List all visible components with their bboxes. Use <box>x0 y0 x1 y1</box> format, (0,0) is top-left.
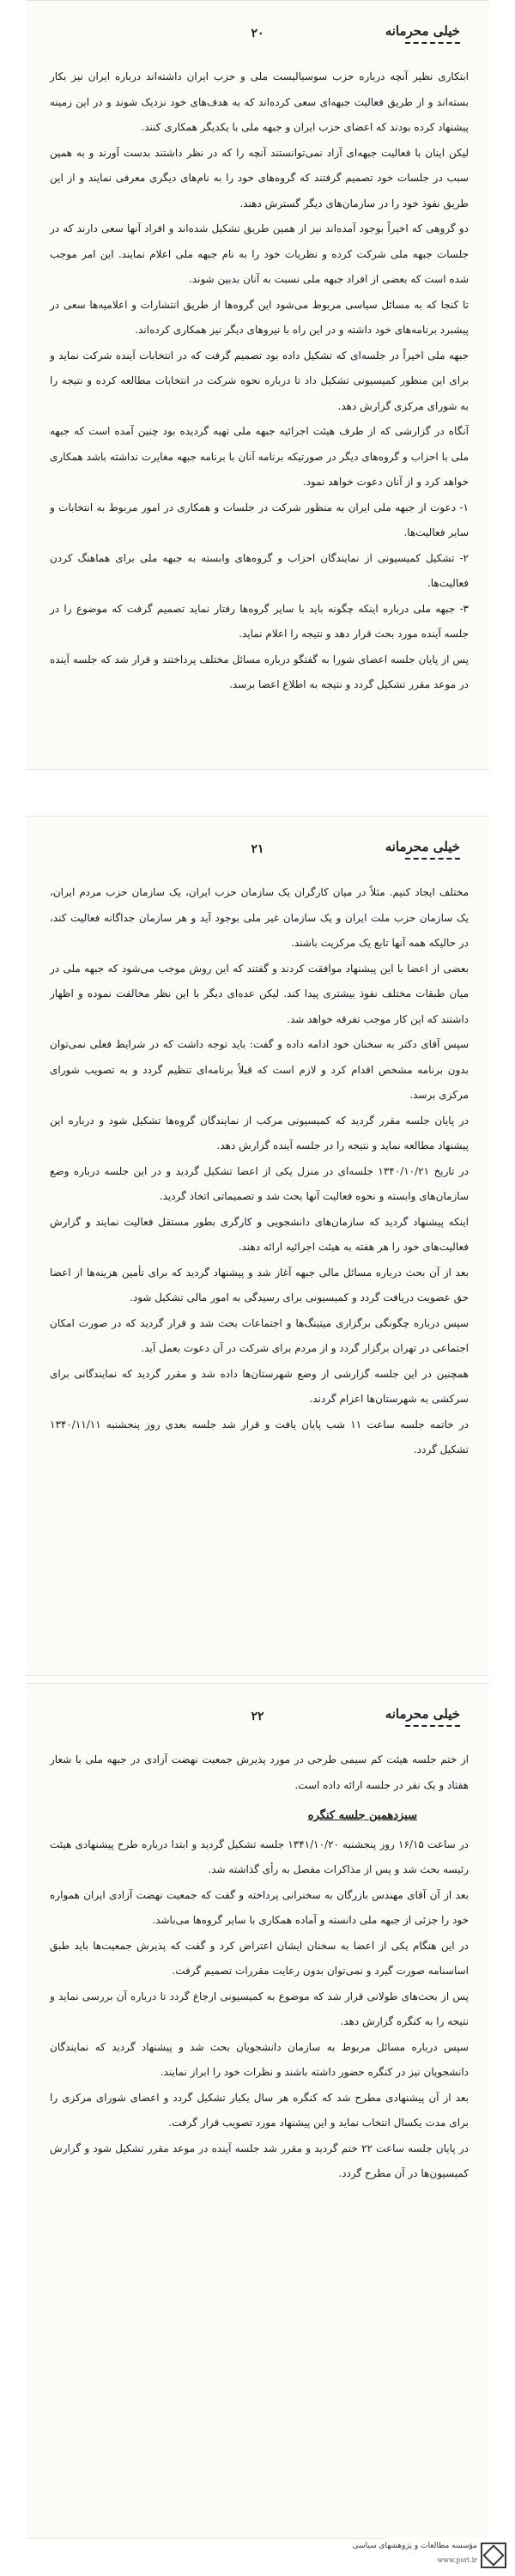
institute-logo <box>352 2537 513 2574</box>
paragraph: بعد از آن بحث درباره مسائل مالی جبهه آغاز شد و پیشنهاد گردید که برای تأمین هزینه‌ها از اعضا حق عضویت دریافت گردد و کمیسیونی برای رسیدگی به امور مالی تشکیل شود. <box>50 1266 469 1303</box>
page-body <box>50 64 469 698</box>
paragraph: سپس آقای دکتر به سخنان خود ادامه داده و گفت: باید توجه داشت که در شرایط فعلی نمی‌توان بدون برنامه مشخص اقدام کرد و لازم است که قبلاً برنامه‌ای تنظیم گردد و به تصویب شورای مرکزی برسد. <box>50 1038 469 1101</box>
paragraph: دو گروهی که اخیراً بوجود آمده‌اند نیز از همین طریق تشکیل شده‌اند و افراد آنها سعی دارند که در جلسات جبهه ملی شرکت کرده و نظریات خود را به نام جبهه ملی اعلام نمایند. این امر موجب شده است که بعضی از افراد جبهه ملی نسبت به آنان بدبین شوند. <box>50 222 469 285</box>
document-page-22 <box>26 1683 489 2539</box>
page-header <box>26 1706 489 1741</box>
paragraph: ابتکاری نظیر آنچه درباره حزب سوسیالیست ملی و حزب ایران داشته‌اند درباره ایران نیز بکار بسته‌اند و از طریق فعالیت جبهه‌ای سعی کرده‌اند که به هدف‌های خود نزدیک شوند و در این زمینه پیشنهاد کرده بودند که اعضای حزب ایران و جبهه ملی با یکدیگر همکاری کنند. <box>50 70 469 133</box>
page-number: ۲۱ <box>251 842 264 856</box>
paragraph: در تاریخ ۱۳۴۰/۱۰/۲۱ جلسه‌ای در منزل یکی از اعضا تشکیل گردید و در این جلسه درباره وضع سازمان‌های وابسته و نحوه فعالیت آنها بحث شد و تصمیماتی اتخاذ گردید. <box>50 1164 469 1202</box>
institute-url: www.psri.ir <box>437 2556 477 2564</box>
paragraph: بعد از آن پیشنهادی مطرح شد که کنگره هر سال یکبار تشکیل گردد و اعضای شورای مرکزی را برای مدت یکسال انتخاب نماید و این پیشنهاد مورد تصویب قرار گرفت. <box>50 2091 469 2129</box>
institute-emblem-icon <box>481 2543 506 2568</box>
paragraph: ۱- دعوت از جبهه ملی ایران به منظور شرکت در جلسات و همکاری در امور مربوط به انتخابات و سایر فعالیت‌ها. <box>50 501 469 538</box>
paragraph: ۳- جبهه ملی درباره اینکه چگونه باید با سایر گروه‌ها رفتار نماید تصمیم گرفت که موضوع را در جلسه آینده مورد بحث قرار دهد و نتیجه را اعلام نماید. <box>50 602 469 640</box>
paragraph: بعد از آن آقای مهندس بازرگان به سخنرانی پرداخته و گفت که جمعیت نهضت آزادی ایران همواره خود را جزئی از جبهه ملی دانسته و آماده همکاری با سایر گروه‌ها می‌باشد. <box>50 1888 469 1926</box>
paragraph: بعضی از اعضا با این پیشنهاد موافقت کردند و گفتند که این روش موجب می‌شود که جبهه ملی در میان طبقات مختلف نفوذ بیشتری پیدا کند. لیکن عده‌ای دیگر با این نظر مخالفت نموده و اظهار داشتند که این کار موجب تفرقه خواهد شد. <box>50 962 469 1025</box>
document-page-21 <box>26 816 489 1676</box>
paragraph: در این هنگام یکی از اعضا به سخنان ایشان اعتراض کرد و گفت که پذیرش جمعیت‌ها باید طبق اساسنامه صورت گیرد و نمی‌توان بدون رعایت مقررات تصمیم گرفت. <box>50 1939 469 1977</box>
paragraph: در ساعت ۱۶/۱۵ روز پنجشنبه ۱۳۴۱/۱۰/۲۰ جلسه تشکیل گردید و ابتدا درباره طرح پیشنهادی هیئت رئیسه بحث شد و پس از مذاکرات مفصل به رأی گذاشته شد. <box>50 1838 470 1875</box>
paragraph: مختلف ایجاد کنیم. مثلاً در میان کارگران یک سازمان حزب ایران، یک سازمان حزب مردم ایران، یک سازمان حزب ملت ایران و یک سازمان غیر ملی بوجود آید و هر سازمان جداگانه فعالیت کند، در حالیکه همه آنها تابع یک مرکزیت باشند. <box>50 886 469 949</box>
institute-name: مؤسسه مطالعات و پژوهشهای سیاسی <box>352 2542 477 2550</box>
paragraph: لیکن اینان با فعالیت جبهه‌ای آزاد نمی‌توانستند آنچه را که در نظر داشتند بدست آورند و به همین سبب در جلسات خود تصمیم گرفتند که گروه‌های خود را به نام‌های دیگری معرفی نمایند و از این طریق نفوذ خود را در سازمان‌های دیگر گسترش دهند. <box>50 146 469 210</box>
paragraph: سپس درباره مسائل مربوط به سازمان دانشجویان بحث شد و پیشنهاد گردید که نمایندگان دانشجویان نیز در کنگره حضور داشته باشند و نظرات خود را ابراز نمایند. <box>50 2040 469 2078</box>
page-header <box>26 839 489 873</box>
paragraph: همچنین در این جلسه گزارشی از وضع شهرستان‌ها داده شد و مقرر گردید که نمایندگانی برای سرکشی به شهرستان‌ها اعزام گردند. <box>50 1367 469 1405</box>
paragraph: جبهه ملی اخیراً در جلسه‌ای که تشکیل داده بود تصمیم گرفت که در انتخابات آینده شرکت نماید و برای این منظور کمیسیونی تشکیل داد تا درباره نحوه شرکت در انتخابات مطالعه کرده و نتیجه را به شورای مرکزی گزارش دهد. <box>50 349 469 412</box>
page-body <box>50 880 469 1463</box>
paragraph: در پایان جلسه ساعت ۲۲ ختم گردید و مقرر شد جلسه آینده در موعد مقرر تشکیل شود و گزارش کمیسیون‌ها در آن مطرح گردد. <box>50 2142 469 2179</box>
confidential-stamp: خیلی محرمانه <box>385 1706 460 1727</box>
confidential-stamp: خیلی محرمانه <box>385 839 460 860</box>
paragraph: تا کنجا که به مسائل سیاسی مربوط می‌شود این گروه‌ها از طریق انتشارات و اعلامیه‌ها سعی در پیشبرد برنامه‌های خود داشته و در این راه با نیروهای دیگر نیز همکاری کرده‌اند. <box>50 298 469 336</box>
paragraph: آنگاه در گزارشی که از طرف هیئت اجرائیه جبهه ملی تهیه گردیده بود چنین آمده است که جبهه ملی با احزاب و گروه‌های دیگر در صورتیکه برنامه آنان با برنامه جبهه مغایرت نداشته باشد همکاری خواهد کرد و از آنان دعوت خواهد نمود. <box>50 425 469 488</box>
page-number: ۲۲ <box>251 1710 264 1723</box>
paragraph: از ختم جلسه هیئت کم سیمی طرحی در مورد پذیرش جمعیت نهضت آزادی در جبهه ملی با شعار هفتاد و یک نفر در جلسه ارائه داده است. <box>50 1753 469 1791</box>
confidential-stamp: خیلی محرمانه <box>385 23 460 44</box>
paragraph: در خاتمه جلسه ساعت ۱۱ شب پایان یافت و قرار شد جلسه بعدی روز پنجشنبه ۱۳۴۰/۱۱/۱۱ تشکیل گردد. <box>50 1418 469 1455</box>
paragraph: ۲- تشکیل کمیسیونی از نمایندگان احزاب و گروه‌های وابسته به جبهه ملی برای هماهنگ کردن فعالیت‌ها. <box>50 551 469 589</box>
paragraph: سپس درباره چگونگی برگزاری میتینگ‌ها و اجتماعات بحث شد و قرار گردید که در صورت امکان اجتماعی در تهران برگزار گردد و از مردم برای شرکت در آن دعوت بعمل آید. <box>50 1316 469 1354</box>
page-number: ۲۰ <box>251 27 264 40</box>
paragraph: پس از پایان جلسه اعضای شورا به گفتگو درباره مسائل مختلف پرداختند و قرار شد که جلسه آینده در موعد مقرر تشکیل گردد و نتیجه به اطلاع اعضا برسد. <box>50 653 469 690</box>
paragraph: پس از بحث‌های طولانی قرار شد که موضوع به کمیسیونی ارجاع گردد تا درباره آن بررسی نماید و نتیجه را به کنگره گزارش دهد. <box>50 1990 469 2027</box>
paragraph: اینکه پیشنهاد گردید که سازمان‌های دانشجویی و کارگری بطور مستقل فعالیت نمایند و گزارش فعالیت‌های خود را هر هفته به هیئت اجرائیه ارائه دهند. <box>50 1215 469 1253</box>
page-body <box>50 1747 469 2187</box>
paragraph: در پایان جلسه مقرر گردید که کمیسیونی مرکب از نمایندگان گروه‌ها تشکیل شود و درباره این پیشنهاد مطالعه نماید و نتیجه را در جلسه آینده گزارش دهد. <box>50 1114 469 1151</box>
page-header <box>26 23 489 58</box>
session-heading: سیزدهمین جلسه کنگره <box>307 1809 417 1822</box>
document-page-20 <box>26 0 489 770</box>
